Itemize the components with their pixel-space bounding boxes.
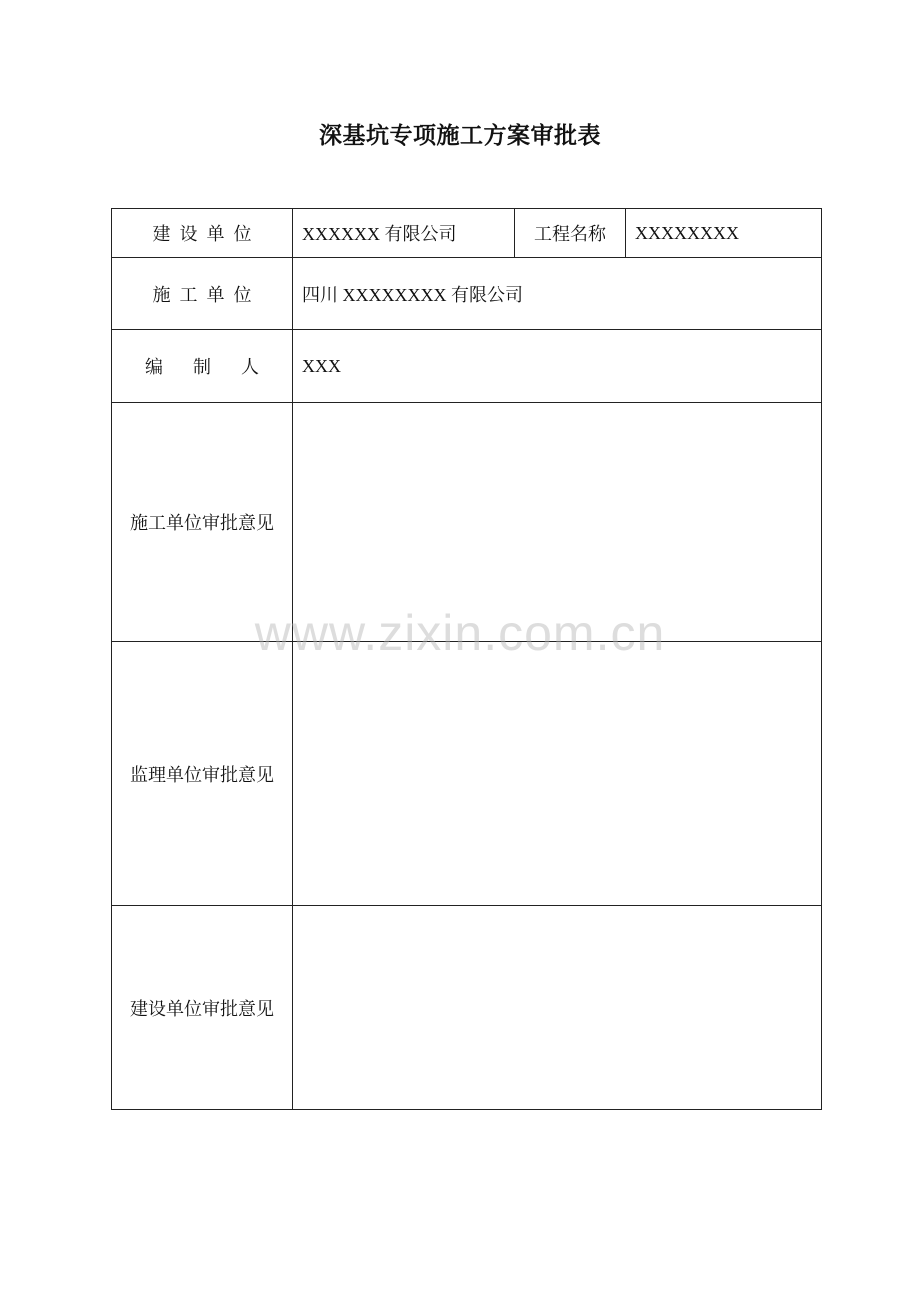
document-title: 深基坑专项施工方案审批表	[319, 122, 601, 149]
form-row-contractor-opinion	[112, 403, 822, 642]
form-row-contractor	[112, 258, 822, 330]
owner-opinion-field[interactable]	[293, 906, 822, 1110]
form-row-author	[112, 330, 822, 403]
form-row-owner-opinion	[112, 906, 822, 1110]
supervisor-opinion-field[interactable]	[293, 642, 822, 906]
project-name-value[interactable]: XXXXXXXX	[626, 209, 822, 258]
contractor-opinion-field[interactable]	[293, 403, 822, 642]
project-name-label: 工程名称	[515, 209, 626, 258]
author-value[interactable]: XXX	[293, 330, 822, 403]
contractor-opinion-label: 施工单位审批意见	[112, 403, 293, 642]
form-row-supervisor-opinion	[112, 642, 822, 906]
supervisor-opinion-label: 监理单位审批意见	[112, 642, 293, 906]
owner-opinion-label: 建设单位审批意见	[112, 906, 293, 1110]
watermark: www.zixin.com.cn	[254, 605, 666, 661]
contractor-unit-label: 施工单位	[112, 258, 293, 330]
author-label: 编制人	[112, 330, 293, 403]
contractor-unit-value[interactable]: 四川 XXXXXXXX 有限公司	[293, 258, 822, 330]
owner-unit-value[interactable]: XXXXXX 有限公司	[293, 209, 515, 258]
owner-unit-label: 建设单位	[112, 209, 293, 258]
approval-form-table	[111, 208, 822, 1110]
form-row-construction-owner	[112, 209, 822, 258]
